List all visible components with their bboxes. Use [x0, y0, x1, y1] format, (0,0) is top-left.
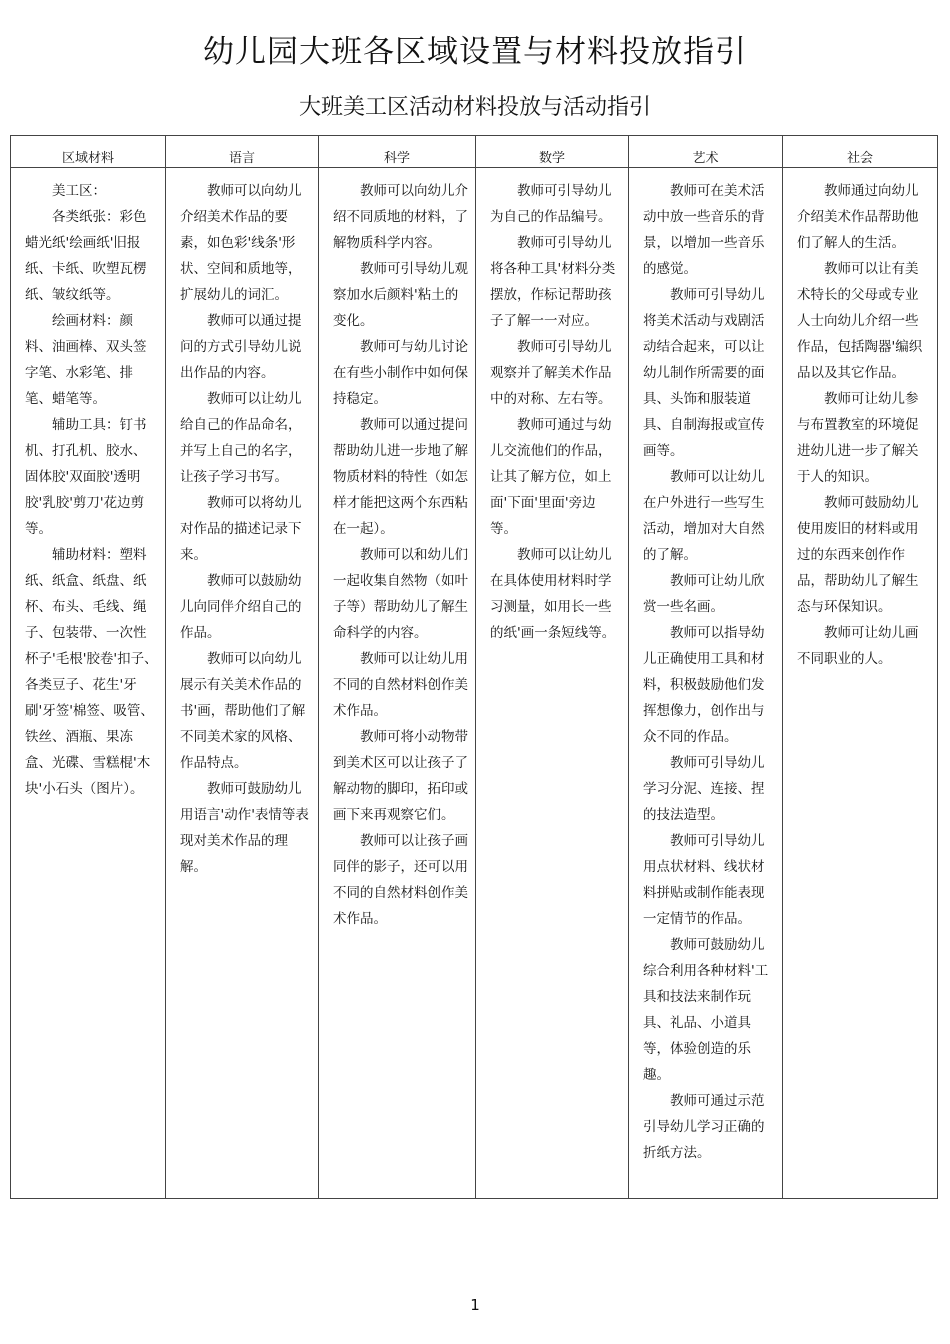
document-subtitle: 大班美工区活动材料投放与活动指引: [298, 95, 651, 120]
header-art: 艺术: [629, 136, 783, 168]
table-header-row: [11, 136, 938, 168]
cell-paragraph: 教师可以鼓励幼儿向同伴介绍自己的作品。: [180, 573, 302, 641]
cell-paragraph: 教师可引导幼儿将美术活动与戏剧活动结合起来，可以让幼儿制作所需要的面具、头饰和服装道具、自制海报或宣传画等。: [643, 287, 765, 459]
cell-paragraph: 教师可以通过提问帮助幼儿进一步地了解物质材料的特性（如怎样才能把这两个东西粘在一起）。: [333, 417, 468, 537]
cell-paragraph: 教师可在美术活动中放一些音乐的背景，以增加一些音乐的感觉。: [643, 183, 765, 277]
header-math: 数学: [476, 136, 629, 168]
cell-paragraph: 教师可以向幼儿介绍不同质地的材料，了解物质科学内容。: [333, 183, 468, 251]
cell-science: [319, 168, 476, 1199]
header-social: 社会: [783, 136, 938, 168]
cell-math: [476, 168, 629, 1199]
document-title: 幼儿园大班各区域设置与材料投放指引: [203, 34, 747, 70]
guideline-table: [10, 135, 938, 1199]
header-materials: 区域材料: [11, 136, 166, 168]
cell-paragraph: 教师可以让幼儿给自己的作品命名，并写上自己的名字，让孩子学习书写。: [180, 391, 302, 485]
header-science: 科学: [319, 136, 476, 168]
cell-paragraph: 教师可鼓励幼儿综合利用各种材料'工具和技法来制作玩具、礼品、小道具等，体验创造的乐趣。: [643, 937, 769, 1083]
cell-paragraph: 教师可将小动物带到美术区可以让孩子了解动物的脚印，拓印或画下来再观察它们。: [333, 729, 468, 823]
cell-paragraph: 教师可引导幼儿用点状材料、线状材料拼贴或制作能表现一定情节的作品。: [643, 833, 765, 927]
cell-paragraph: 教师可鼓励幼儿使用废旧的材料或用过的东西来创作作品，帮助幼儿了解生态与环保知识。: [797, 495, 919, 615]
cell-paragraph: 教师可引导幼儿为自己的作品编号。: [490, 183, 612, 225]
cell-materials: [11, 168, 166, 1199]
cell-paragraph: 教师可以让幼儿用不同的自然材料创作美术作品。: [333, 651, 468, 719]
cell-paragraph: 教师可以通过提问的方式引导幼儿说出作品的内容。: [180, 313, 302, 381]
cell-paragraph: 教师可通过示范引导幼儿学习正确的折纸方法。: [643, 1093, 765, 1161]
cell-paragraph: 绘画材料：颜料、油画棒、双头签字笔、水彩笔、排笔、蜡笔等。: [25, 313, 147, 407]
page-number: 1: [470, 1296, 480, 1314]
cell-social: [783, 168, 938, 1199]
cell-art: [629, 168, 783, 1199]
cell-paragraph: 教师可引导幼儿观察加水后颜料'粘土的变化。: [333, 261, 468, 329]
cell-paragraph: 教师可引导幼儿观察并了解美术作品中的对称、左右等。: [490, 339, 612, 407]
cell-paragraph: 教师可引导幼儿将各种工具'材料分类摆放，作标记帮助孩子了解一一对应。: [490, 235, 616, 329]
cell-paragraph: 教师可鼓励幼儿用语言'动作'表情等表现对美术作品的理解。: [180, 781, 309, 875]
cell-paragraph: 教师可通过与幼儿交流他们的作品，让其了解方位，如上面'下面'里面'旁边等。: [490, 417, 612, 537]
table-body-row: [11, 168, 938, 1199]
cell-paragraph: 教师通过向幼儿介绍美术作品帮助他们了解人的生活。: [797, 183, 919, 251]
cell-paragraph: 教师可让幼儿画不同职业的人。: [797, 625, 919, 667]
cell-paragraph: 美工区：: [52, 183, 106, 199]
cell-paragraph: 辅助工具：钉书机、打孔机、胶水、固体胶'双面胶'透明胶'乳胶'剪刀'花边剪等。: [25, 417, 147, 537]
cell-paragraph: 教师可以让孩子画同伴的影子，还可以用不同的自然材料创作美术作品。: [333, 833, 468, 927]
cell-paragraph: 辅助材料：塑料纸、纸盒、纸盘、纸杯、布头、毛线、绳子、包装带、一次性杯子'毛根'胶卷'扣子、各类豆子、花生'牙刷'牙签'棉签、吸管、铁丝、酒瓶、果冻盒、光碟、雪糕棍'木块'小石头（图片）。: [25, 547, 158, 797]
cell-paragraph: 教师可以和幼儿们一起收集自然物（如叶子等）帮助幼儿了解生命科学的内容。: [333, 547, 468, 641]
cell-paragraph: 教师可以向幼儿展示有关美术作品的书'画，帮助他们了解不同美术家的风格、作品特点。: [180, 651, 306, 771]
cell-paragraph: 教师可让幼儿参与布置教室的环境促进幼儿进一步了解关于人的知识。: [797, 391, 919, 485]
cell-paragraph: 教师可以让幼儿在户外进行一些写生活动，增加对大自然的了解。: [643, 469, 765, 563]
cell-paragraph: 教师可引导幼儿学习分泥、连接、捏的技法造型。: [643, 755, 765, 823]
cell-paragraph: 教师可让幼儿欣赏一些名画。: [643, 573, 765, 615]
cell-paragraph: 教师可与幼儿讨论在有些小制作中如何保持稳定。: [333, 339, 468, 407]
header-language: 语言: [166, 136, 319, 168]
cell-paragraph: 教师可以指导幼儿正确使用工具和材料，积极鼓励他们发挥想像力，创作出与众不同的作品。: [643, 625, 765, 745]
cell-language: [166, 168, 319, 1199]
cell-paragraph: 教师可以让有美术特长的父母或专业人士向幼儿介绍一些作品，包括陶器'编织品以及其它作品。: [797, 261, 923, 381]
cell-paragraph: 教师可以向幼儿介绍美术作品的要素，如色彩'线条'形状、空间和质地等，扩展幼儿的词汇。: [180, 183, 302, 303]
cell-paragraph: 教师可以将幼儿对作品的描述记录下来。: [180, 495, 302, 563]
cell-paragraph: 各类纸张：彩色蜡光纸'绘画纸'旧报纸、卡纸、吹塑瓦楞纸、皱纹纸等。: [25, 209, 147, 303]
cell-paragraph: 教师可以让幼儿在具体使用材料时学习测量，如用长一些的纸'画一条短线等。: [490, 547, 616, 641]
